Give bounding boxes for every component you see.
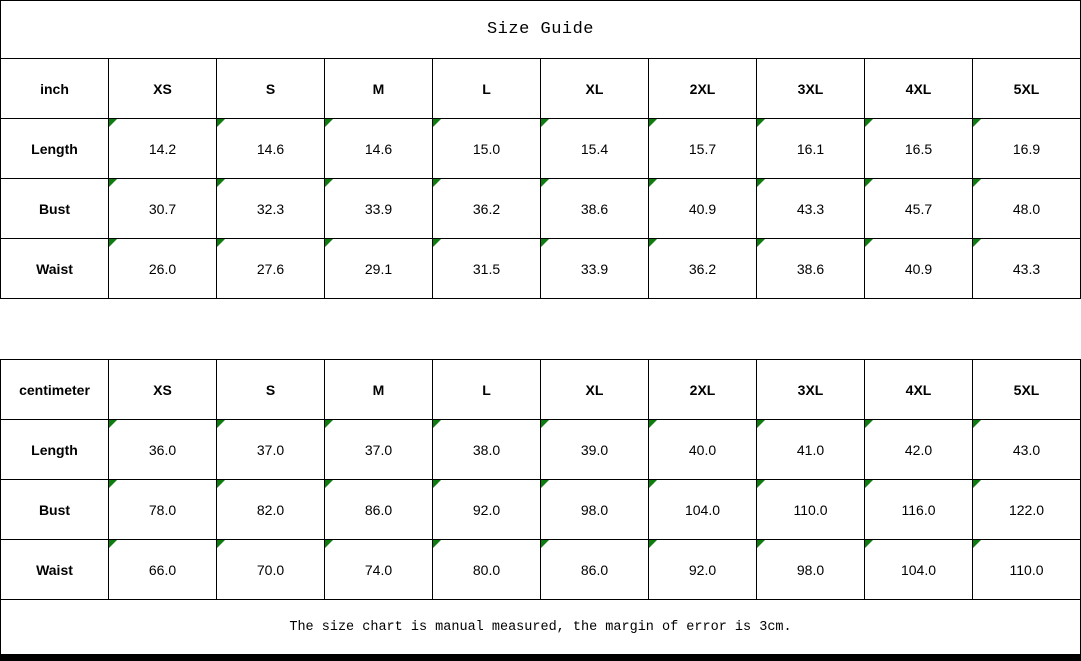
size-column-header — [649, 360, 757, 420]
size-value-cell-text: 29.1 — [364, 260, 393, 277]
size-value-cell-text: 70.0 — [256, 561, 285, 578]
size-value-cell-text: 38.6 — [580, 200, 609, 217]
size-value-cell-text: 40.0 — [688, 441, 717, 458]
size-value-cell — [865, 119, 973, 179]
size-value-cell — [649, 540, 757, 600]
size-value-cell-text: 104.0 — [684, 501, 721, 518]
size-value-cell — [973, 179, 1081, 239]
bottom-black-bar — [0, 654, 1081, 661]
size-value-cell — [325, 179, 433, 239]
flag-triangle-icon — [217, 420, 225, 428]
size-value-cell-text: 15.4 — [580, 140, 609, 157]
flag-triangle-icon — [325, 420, 333, 428]
flag-triangle-icon — [433, 420, 441, 428]
measurement-row — [1, 239, 1081, 299]
size-value-cell — [757, 239, 865, 299]
size-value-cell-text: 45.7 — [904, 200, 933, 217]
size-value-cell-text: 66.0 — [148, 561, 177, 578]
size-value-cell — [433, 239, 541, 299]
size-value-cell — [541, 119, 649, 179]
unit-header-cell — [1, 59, 109, 119]
flag-triangle-icon — [865, 420, 873, 428]
size-value-cell — [541, 480, 649, 540]
flag-triangle-icon — [541, 119, 549, 127]
footer-note: The size chart is manual measured, the margin of error is 3cm. — [0, 600, 1081, 654]
size-value-cell — [865, 540, 973, 600]
size-value-cell — [541, 239, 649, 299]
measurement-label-text: Waist — [36, 561, 73, 578]
measurement-label — [1, 420, 109, 480]
size-value-cell-text: 110.0 — [1009, 561, 1044, 578]
size-value-cell — [973, 540, 1081, 600]
flag-triangle-icon — [217, 239, 225, 247]
flag-triangle-icon — [541, 480, 549, 488]
size-column-header-text: 2XL — [689, 381, 716, 398]
size-value-cell-text: 74.0 — [364, 561, 393, 578]
size-value-cell-text: 38.0 — [472, 441, 501, 458]
flag-triangle-icon — [109, 119, 117, 127]
size-column-header-text: L — [482, 381, 491, 398]
size-column-header — [865, 59, 973, 119]
size-header-row — [1, 360, 1081, 420]
measurement-label-text: Bust — [38, 200, 71, 217]
size-value-cell-text: 43.3 — [1012, 260, 1041, 277]
flag-triangle-icon — [649, 480, 657, 488]
measurement-label-text: Length — [31, 140, 78, 157]
size-value-cell-text: 40.9 — [904, 260, 933, 277]
flag-triangle-icon — [973, 540, 981, 548]
size-value-cell — [109, 179, 217, 239]
size-column-header — [433, 360, 541, 420]
size-column-header — [109, 59, 217, 119]
flag-triangle-icon — [973, 119, 981, 127]
flag-triangle-icon — [217, 540, 225, 548]
size-value-cell-text: 78.0 — [148, 501, 177, 518]
flag-triangle-icon — [433, 480, 441, 488]
flag-triangle-icon — [757, 179, 765, 187]
size-value-cell-text: 15.0 — [472, 140, 501, 157]
size-column-header — [973, 360, 1081, 420]
size-column-header-text: 3XL — [797, 381, 824, 398]
unit-header-cell-text: inch — [40, 80, 69, 97]
flag-triangle-icon — [757, 420, 765, 428]
flag-triangle-icon — [865, 179, 873, 187]
size-value-cell — [757, 420, 865, 480]
size-value-cell — [649, 239, 757, 299]
size-column-header-text: 2XL — [689, 80, 716, 97]
flag-triangle-icon — [433, 119, 441, 127]
size-table-inch — [0, 58, 1081, 299]
size-column-header — [325, 59, 433, 119]
size-value-cell — [541, 420, 649, 480]
size-column-header-text: L — [482, 80, 491, 97]
flag-triangle-icon — [973, 420, 981, 428]
measurement-label — [1, 480, 109, 540]
size-value-cell-text: 36.0 — [148, 441, 177, 458]
size-value-cell — [217, 119, 325, 179]
table-gap — [0, 299, 1081, 359]
size-value-cell — [433, 480, 541, 540]
size-value-cell-text: 43.3 — [796, 200, 825, 217]
size-value-cell-text: 31.5 — [472, 260, 501, 277]
measurement-label — [1, 179, 109, 239]
size-value-cell — [973, 480, 1081, 540]
size-column-header — [217, 360, 325, 420]
size-value-cell — [109, 239, 217, 299]
size-guide-title: Size Guide — [0, 0, 1081, 58]
size-value-cell-text: 43.0 — [1012, 441, 1041, 458]
size-value-cell-text: 32.3 — [256, 200, 285, 217]
size-value-cell — [325, 480, 433, 540]
size-header-row — [1, 59, 1081, 119]
size-value-cell-text: 41.0 — [796, 441, 825, 458]
size-value-cell — [865, 179, 973, 239]
flag-triangle-icon — [541, 420, 549, 428]
flag-triangle-icon — [649, 179, 657, 187]
size-column-header-text: 4XL — [905, 381, 932, 398]
flag-triangle-icon — [325, 119, 333, 127]
size-value-cell-text: 26.0 — [148, 260, 177, 277]
size-column-header — [541, 59, 649, 119]
size-value-cell — [649, 480, 757, 540]
flag-triangle-icon — [757, 480, 765, 488]
size-column-header-text: M — [372, 381, 385, 398]
size-value-cell — [217, 239, 325, 299]
size-value-cell-text: 104.0 — [900, 561, 937, 578]
flag-triangle-icon — [325, 480, 333, 488]
flag-triangle-icon — [325, 179, 333, 187]
size-value-cell — [649, 420, 757, 480]
size-column-header — [217, 59, 325, 119]
size-value-cell-text: 98.0 — [796, 561, 825, 578]
size-column-header — [757, 360, 865, 420]
flag-triangle-icon — [865, 119, 873, 127]
size-value-cell-text: 48.0 — [1012, 200, 1041, 217]
size-value-cell-text: 33.9 — [580, 260, 609, 277]
size-value-cell-text: 92.0 — [688, 561, 717, 578]
size-column-header-text: 5XL — [1013, 381, 1040, 398]
size-value-cell-text: 42.0 — [904, 441, 933, 458]
flag-triangle-icon — [649, 420, 657, 428]
size-column-header-text: XL — [585, 381, 604, 398]
size-value-cell — [973, 420, 1081, 480]
size-column-header-text: 5XL — [1013, 80, 1040, 97]
size-value-cell — [433, 119, 541, 179]
size-value-cell-text: 98.0 — [580, 501, 609, 518]
size-column-header — [649, 59, 757, 119]
size-value-cell-text: 86.0 — [580, 561, 609, 578]
size-column-header — [865, 360, 973, 420]
size-value-cell-text: 14.6 — [256, 140, 285, 157]
flag-triangle-icon — [109, 540, 117, 548]
size-column-header-text: XS — [153, 80, 172, 97]
size-value-cell — [217, 540, 325, 600]
size-value-cell — [433, 179, 541, 239]
size-value-cell-text: 86.0 — [364, 501, 393, 518]
flag-triangle-icon — [325, 540, 333, 548]
flag-triangle-icon — [649, 540, 657, 548]
size-column-header-text: 3XL — [797, 80, 824, 97]
flag-triangle-icon — [325, 239, 333, 247]
size-column-header-text: S — [265, 381, 276, 398]
size-value-cell — [109, 540, 217, 600]
size-column-header-text: 4XL — [905, 80, 932, 97]
size-value-cell — [325, 540, 433, 600]
size-value-cell-text: 16.9 — [1012, 140, 1041, 157]
size-value-cell-text: 92.0 — [472, 501, 501, 518]
flag-triangle-icon — [217, 480, 225, 488]
size-value-cell — [757, 179, 865, 239]
flag-triangle-icon — [541, 239, 549, 247]
size-table-centimeter — [0, 359, 1081, 600]
size-value-cell — [433, 540, 541, 600]
size-value-cell — [217, 480, 325, 540]
size-value-cell-text: 37.0 — [256, 441, 285, 458]
size-value-cell-text: 16.1 — [796, 140, 825, 157]
measurement-label — [1, 119, 109, 179]
size-value-cell-text: 30.7 — [148, 200, 177, 217]
size-value-cell — [757, 119, 865, 179]
size-value-cell — [865, 480, 973, 540]
size-value-cell — [433, 420, 541, 480]
flag-triangle-icon — [973, 480, 981, 488]
flag-triangle-icon — [757, 239, 765, 247]
size-value-cell — [757, 540, 865, 600]
flag-triangle-icon — [757, 119, 765, 127]
flag-triangle-icon — [865, 239, 873, 247]
size-value-cell — [865, 420, 973, 480]
size-column-header-text: XL — [585, 80, 604, 97]
size-value-cell-text: 27.6 — [256, 260, 285, 277]
flag-triangle-icon — [217, 119, 225, 127]
size-value-cell-text: 16.5 — [904, 140, 933, 157]
size-value-cell-text: 14.2 — [148, 140, 177, 157]
flag-triangle-icon — [433, 239, 441, 247]
flag-triangle-icon — [541, 540, 549, 548]
size-value-cell-text: 36.2 — [472, 200, 501, 217]
size-value-cell — [649, 179, 757, 239]
size-value-cell — [325, 420, 433, 480]
measurement-row — [1, 179, 1081, 239]
size-value-cell — [865, 239, 973, 299]
flag-triangle-icon — [541, 179, 549, 187]
size-column-header-text: S — [265, 80, 276, 97]
size-value-cell — [325, 119, 433, 179]
flag-triangle-icon — [433, 540, 441, 548]
size-value-cell — [109, 480, 217, 540]
size-value-cell-text: 116.0 — [901, 501, 936, 518]
flag-triangle-icon — [217, 179, 225, 187]
flag-triangle-icon — [757, 540, 765, 548]
flag-triangle-icon — [649, 119, 657, 127]
flag-triangle-icon — [109, 239, 117, 247]
size-column-header — [109, 360, 217, 420]
flag-triangle-icon — [973, 179, 981, 187]
size-value-cell-text: 14.6 — [364, 140, 393, 157]
size-column-header — [757, 59, 865, 119]
size-column-header — [325, 360, 433, 420]
measurement-label — [1, 239, 109, 299]
flag-triangle-icon — [109, 480, 117, 488]
size-value-cell-text: 40.9 — [688, 200, 717, 217]
size-column-header-text: M — [372, 80, 385, 97]
size-value-cell-text: 110.0 — [793, 501, 828, 518]
measurement-label-text: Bust — [38, 501, 71, 518]
flag-triangle-icon — [865, 480, 873, 488]
size-value-cell — [109, 420, 217, 480]
measurement-label — [1, 540, 109, 600]
size-value-cell-text: 33.9 — [364, 200, 393, 217]
size-value-cell-text: 122.0 — [1008, 501, 1045, 518]
size-column-header — [973, 59, 1081, 119]
measurement-row — [1, 420, 1081, 480]
flag-triangle-icon — [649, 239, 657, 247]
measurement-label-text: Waist — [36, 260, 73, 277]
size-value-cell — [973, 239, 1081, 299]
flag-triangle-icon — [865, 540, 873, 548]
size-value-cell-text: 80.0 — [472, 561, 501, 578]
size-value-cell — [649, 119, 757, 179]
size-value-cell-text: 38.6 — [796, 260, 825, 277]
size-value-cell — [541, 179, 649, 239]
measurement-label-text: Length — [31, 441, 78, 458]
flag-triangle-icon — [973, 239, 981, 247]
measurement-row — [1, 540, 1081, 600]
size-value-cell-text: 15.7 — [688, 140, 717, 157]
size-value-cell — [217, 179, 325, 239]
size-value-cell-text: 39.0 — [580, 441, 609, 458]
size-value-cell — [325, 239, 433, 299]
size-value-cell-text: 36.2 — [688, 260, 717, 277]
flag-triangle-icon — [109, 179, 117, 187]
measurement-row — [1, 480, 1081, 540]
flag-triangle-icon — [433, 179, 441, 187]
size-value-cell — [109, 119, 217, 179]
size-column-header-text: XS — [153, 381, 172, 398]
size-value-cell-text: 82.0 — [256, 501, 285, 518]
size-column-header — [541, 360, 649, 420]
size-value-cell-text: 37.0 — [364, 441, 393, 458]
size-column-header — [433, 59, 541, 119]
unit-header-cell — [1, 360, 109, 420]
measurement-row — [1, 119, 1081, 179]
size-value-cell — [217, 420, 325, 480]
size-value-cell — [757, 480, 865, 540]
size-value-cell — [541, 540, 649, 600]
flag-triangle-icon — [109, 420, 117, 428]
unit-header-cell-text: centimeter — [19, 381, 90, 398]
size-value-cell — [973, 119, 1081, 179]
